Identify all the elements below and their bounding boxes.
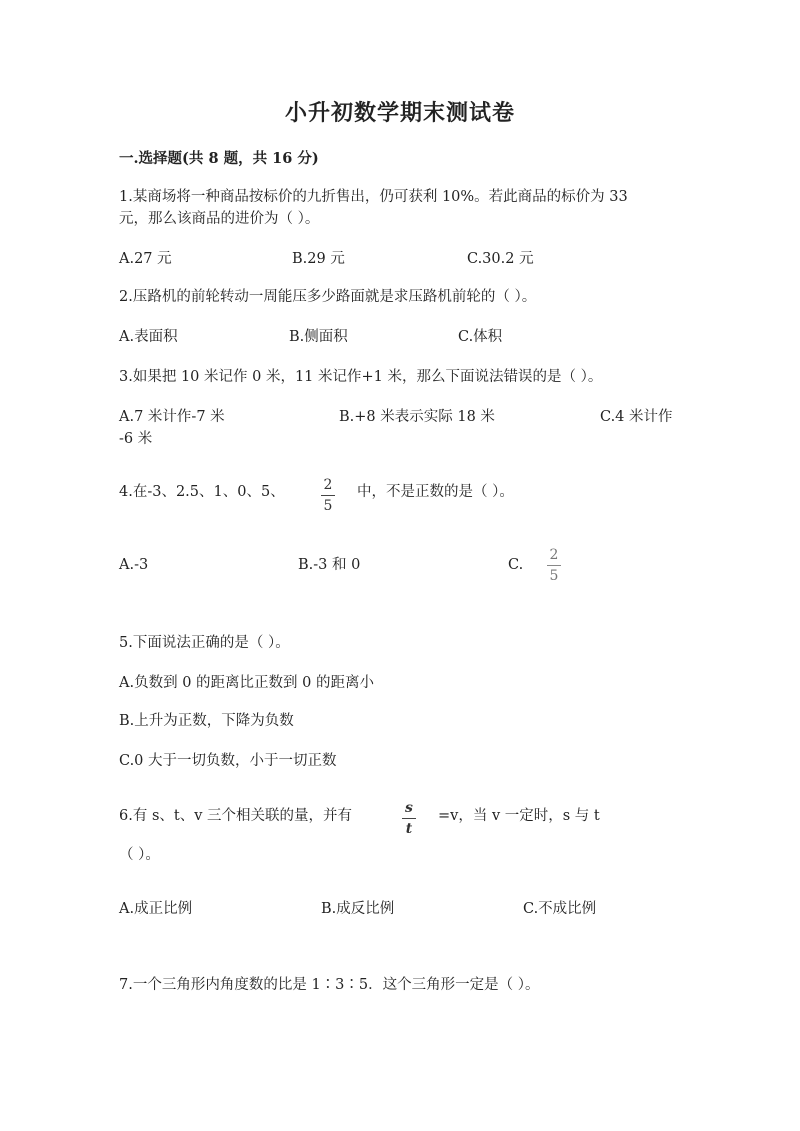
question-3-option-b: B.+8 米表示实际 18 米 — [339, 409, 495, 425]
question-5-text: 5.下面说法正确的是（ ）。 — [119, 635, 290, 651]
question-3-option-c: C.4 米计作 — [600, 409, 673, 425]
question-4-option-b: B.-3 和 0 — [298, 557, 361, 573]
question-2-option-b: B.侧面积 — [289, 329, 348, 345]
fraction-denominator: t — [405, 821, 413, 837]
question-6-text-before: 6.有 s、t、v 三个相关联的量，并有 — [119, 808, 353, 824]
question-2-option-c: C.体积 — [458, 329, 503, 345]
fraction-s-over-t — [402, 800, 416, 837]
fraction-bar — [547, 565, 561, 566]
fraction-denominator: 5 — [323, 498, 333, 514]
question-4-text-after: 中，不是正数的是（ ）。 — [357, 484, 514, 500]
question-2-text: 2.压路机的前轮转动一周能压多少路面就是求压路机前轮的（ ）。 — [119, 289, 537, 305]
fraction-denominator: 5 — [549, 568, 559, 584]
question-4-option-c: C. — [508, 557, 524, 573]
fraction-two-fifths — [321, 477, 335, 514]
question-4-text-before: 4.在-3、2.5、1、0、5、 — [119, 484, 285, 500]
question-6-text-after: =v，当 v 一定时，s 与 t — [438, 808, 600, 824]
question-1-line-1: 1.某商场将一种商品按标价的九折售出，仍可获利 10%。若此商品的标价为 33 — [119, 189, 628, 205]
question-7-text: 7.一个三角形内角度数的比是 1∶3∶5．这个三角形一定是（ ）。 — [119, 977, 540, 993]
question-1-line-2: 元，那么该商品的进价为（ ）。 — [119, 211, 320, 227]
question-1-option-c: C.30.2 元 — [467, 251, 534, 267]
question-2-option-a: A.表面积 — [119, 329, 178, 345]
fraction-numerator: s — [405, 800, 413, 816]
fraction-numerator: 2 — [549, 547, 559, 563]
question-6-option-b: B.成反比例 — [321, 901, 395, 917]
fraction-bar — [402, 818, 416, 819]
section-heading: 一.选择题(共 8 题，共 16 分) — [119, 150, 319, 167]
page-title: 小升初数学期末测试卷 — [284, 100, 515, 126]
question-4-option-a: A.-3 — [119, 557, 149, 573]
question-1-option-a: A.27 元 — [119, 251, 172, 267]
question-5-option-a: A.负数到 0 的距离比正数到 0 的距离小 — [119, 675, 374, 691]
question-3-option-a: A.7 米计作-7 米 — [119, 409, 225, 425]
question-3-option-c-continued: -6 米 — [119, 431, 153, 447]
fraction-numerator: 2 — [323, 477, 333, 493]
question-6-option-a: A.成正比例 — [119, 901, 193, 917]
question-3-text: 3.如果把 10 米记作 0 米，11 米记作+1 米，那么下面说法错误的是（ ）。 — [119, 369, 603, 385]
question-5-option-c: C.0 大于一切负数，小于一切正数 — [119, 753, 337, 769]
question-6-option-c: C.不成比例 — [523, 901, 597, 917]
option-c-fraction — [547, 547, 561, 584]
question-6-line-2: （ ）。 — [119, 847, 160, 863]
question-5-option-b: B.上升为正数，下降为负数 — [119, 713, 294, 729]
question-1-option-b: B.29 元 — [292, 251, 345, 267]
fraction-bar — [321, 495, 335, 496]
